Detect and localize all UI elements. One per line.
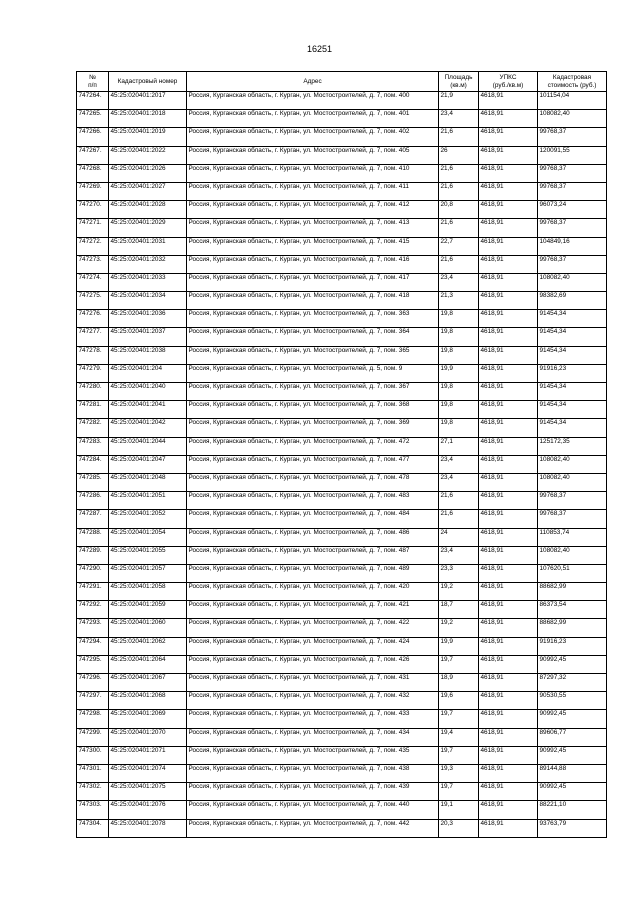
cadastral-number-cell: 45:25:020401:2041 <box>109 401 187 419</box>
row-num-cell: 747297. <box>77 692 109 710</box>
upks-cell: 4618,91 <box>479 201 538 219</box>
row-num-cell: 747270. <box>77 201 109 219</box>
row-num-cell: 747284. <box>77 455 109 473</box>
header-num: № п/п <box>77 72 109 92</box>
upks-cell: 4618,91 <box>479 92 538 110</box>
cadastral-number-cell: 45:25:020401:2029 <box>109 219 187 237</box>
cadastral-cost-cell: 91454,34 <box>538 383 607 401</box>
row-num-cell: 747266. <box>77 128 109 146</box>
upks-cell: 4618,91 <box>479 564 538 582</box>
row-num-cell: 747288. <box>77 528 109 546</box>
upks-cell: 4618,91 <box>479 764 538 782</box>
cadastral-cost-cell: 108082,40 <box>538 473 607 491</box>
area-cell: 23,4 <box>439 455 479 473</box>
cadastral-cost-cell: 120091,55 <box>538 146 607 164</box>
address-cell: Россия, Курганская область, г. Курган, ул. Мостостроителей, д. 7, пом. 484 <box>187 510 439 528</box>
cadastral-number-cell: 45:25:020401:2019 <box>109 128 187 146</box>
cadastral-cost-cell: 91916,23 <box>538 637 607 655</box>
table-row <box>77 273 607 291</box>
area-cell: 21,6 <box>439 128 479 146</box>
row-num-cell: 747265. <box>77 110 109 128</box>
row-num-cell: 747296. <box>77 674 109 692</box>
area-cell: 19,6 <box>439 692 479 710</box>
address-cell: Россия, Курганская область, г. Курган, ул. Мостостроителей, д. 7, пом. 483 <box>187 492 439 510</box>
area-cell: 19,8 <box>439 346 479 364</box>
cadastral-cost-cell: 99768,37 <box>538 492 607 510</box>
area-cell: 23,4 <box>439 546 479 564</box>
cadastral-cost-cell: 107620,51 <box>538 564 607 582</box>
header-address: Адрес <box>187 72 439 92</box>
cadastral-number-cell: 45:25:020401:2059 <box>109 601 187 619</box>
area-cell: 21,6 <box>439 182 479 200</box>
upks-cell: 4618,91 <box>479 583 538 601</box>
upks-cell: 4618,91 <box>479 492 538 510</box>
cadastral-cost-cell: 98382,69 <box>538 292 607 310</box>
cadastral-number-cell: 45:25:020401:2040 <box>109 383 187 401</box>
cadastral-cost-cell: 91454,34 <box>538 346 607 364</box>
cadastral-cost-cell: 93763,79 <box>538 819 607 837</box>
address-cell: Россия, Курганская область, г. Курган, ул. Мостостроителей, д. 7, пом. 401 <box>187 110 439 128</box>
row-num-cell: 747299. <box>77 728 109 746</box>
row-num-cell: 747279. <box>77 364 109 382</box>
cadastral-number-cell: 45:25:020401:2071 <box>109 746 187 764</box>
table-row <box>77 783 607 801</box>
address-cell: Россия, Курганская область, г. Курган, ул. Мостостроителей, д. 7, пом. 431 <box>187 674 439 692</box>
row-num-cell: 747289. <box>77 546 109 564</box>
cadastral-cost-cell: 87297,32 <box>538 674 607 692</box>
cadastral-cost-cell: 89144,88 <box>538 764 607 782</box>
area-cell: 19,7 <box>439 746 479 764</box>
table-row <box>77 528 607 546</box>
cadastral-number-cell: 45:25:020401:2076 <box>109 801 187 819</box>
table-row <box>77 419 607 437</box>
area-cell: 22,7 <box>439 237 479 255</box>
cadastral-number-cell: 45:25:020401:2057 <box>109 564 187 582</box>
row-num-cell: 747285. <box>77 473 109 491</box>
upks-cell: 4618,91 <box>479 637 538 655</box>
cadastral-number-cell: 45:25:020401:2048 <box>109 473 187 491</box>
cadastral-cost-cell: 86373,54 <box>538 601 607 619</box>
table-row <box>77 92 607 110</box>
address-cell: Россия, Курганская область, г. Курган, ул. Мостостроителей, д. 7, пом. 417 <box>187 273 439 291</box>
area-cell: 19,4 <box>439 728 479 746</box>
header-upks: УПКС (руб./кв.м) <box>479 72 538 92</box>
upks-cell: 4618,91 <box>479 328 538 346</box>
upks-cell: 4618,91 <box>479 510 538 528</box>
upks-cell: 4618,91 <box>479 219 538 237</box>
row-num-cell: 747286. <box>77 492 109 510</box>
cadastral-cost-cell: 99768,37 <box>538 255 607 273</box>
row-num-cell: 747273. <box>77 255 109 273</box>
cadastral-cost-cell: 90992,45 <box>538 655 607 673</box>
cadastral-cost-cell: 88682,99 <box>538 619 607 637</box>
cadastral-number-cell: 45:25:020401:2058 <box>109 583 187 601</box>
area-cell: 23,3 <box>439 564 479 582</box>
cadastral-cost-cell: 91916,23 <box>538 364 607 382</box>
cadastral-number-cell: 45:25:020401:2026 <box>109 164 187 182</box>
area-cell: 19,8 <box>439 419 479 437</box>
area-cell: 21,9 <box>439 92 479 110</box>
table-row <box>77 201 607 219</box>
table-row <box>77 237 607 255</box>
table-row <box>77 564 607 582</box>
cadastral-cost-cell: 90530,55 <box>538 692 607 710</box>
cadastral-number-cell: 45:25:020401:2017 <box>109 92 187 110</box>
row-num-cell: 747280. <box>77 383 109 401</box>
row-num-cell: 747304. <box>77 819 109 837</box>
address-cell: Россия, Курганская область, г. Курган, ул. Мостостроителей, д. 7, пом. 434 <box>187 728 439 746</box>
cadastral-number-cell: 45:25:020401:2037 <box>109 328 187 346</box>
area-cell: 19,8 <box>439 383 479 401</box>
upks-cell: 4618,91 <box>479 746 538 764</box>
address-cell: Россия, Курганская область, г. Курган, ул. Мостостроителей, д. 7, пом. 489 <box>187 564 439 582</box>
address-cell: Россия, Курганская область, г. Курган, ул. Мостостроителей, д. 7, пом. 477 <box>187 455 439 473</box>
row-num-cell: 747277. <box>77 328 109 346</box>
table-row <box>77 583 607 601</box>
row-num-cell: 747300. <box>77 746 109 764</box>
row-num-cell: 747268. <box>77 164 109 182</box>
area-cell: 19,7 <box>439 710 479 728</box>
table-row <box>77 674 607 692</box>
upks-cell: 4618,91 <box>479 819 538 837</box>
cadastral-number-cell: 45:25:020401:2032 <box>109 255 187 273</box>
address-cell: Россия, Курганская область, г. Курган, ул. Мостостроителей, д. 7, пом. 487 <box>187 546 439 564</box>
address-cell: Россия, Курганская область, г. Курган, ул. Мостостроителей, д. 7, пом. 432 <box>187 692 439 710</box>
address-cell: Россия, Курганская область, г. Курган, ул. Мостостроителей, д. 7, пом. 369 <box>187 419 439 437</box>
address-cell: Россия, Курганская область, г. Курган, ул. Мостостроителей, д. 7, пом. 472 <box>187 437 439 455</box>
area-cell: 27,1 <box>439 437 479 455</box>
cadastral-number-cell: 45:25:020401:2078 <box>109 819 187 837</box>
area-cell: 19,2 <box>439 583 479 601</box>
row-num-cell: 747291. <box>77 583 109 601</box>
cadastral-number-cell: 45:25:020401:2068 <box>109 692 187 710</box>
upks-cell: 4618,91 <box>479 710 538 728</box>
row-num-cell: 747298. <box>77 710 109 728</box>
upks-cell: 4618,91 <box>479 292 538 310</box>
address-cell: Россия, Курганская область, г. Курган, ул. Мостостроителей, д. 5, пом. 9 <box>187 364 439 382</box>
address-cell: Россия, Курганская область, г. Курган, ул. Мостостроителей, д. 7, пом. 367 <box>187 383 439 401</box>
address-cell: Россия, Курганская область, г. Курган, ул. Мостостроителей, д. 7, пом. 421 <box>187 601 439 619</box>
upks-cell: 4618,91 <box>479 346 538 364</box>
cadastral-number-cell: 45:25:020401:2033 <box>109 273 187 291</box>
table-row <box>77 437 607 455</box>
area-cell: 19,7 <box>439 783 479 801</box>
cadastral-cost-cell: 88682,99 <box>538 583 607 601</box>
area-cell: 19,1 <box>439 801 479 819</box>
table-row <box>77 764 607 782</box>
cadastral-number-cell: 45:25:020401:2036 <box>109 310 187 328</box>
upks-cell: 4618,91 <box>479 164 538 182</box>
address-cell: Россия, Курганская область, г. Курган, ул. Мостостроителей, д. 7, пом. 413 <box>187 219 439 237</box>
row-num-cell: 747272. <box>77 237 109 255</box>
upks-cell: 4618,91 <box>479 655 538 673</box>
table-body <box>77 92 607 838</box>
table-row <box>77 164 607 182</box>
row-num-cell: 747295. <box>77 655 109 673</box>
cadastral-cost-cell: 108082,40 <box>538 546 607 564</box>
upks-cell: 4618,91 <box>479 546 538 564</box>
cadastral-cost-cell: 99768,37 <box>538 510 607 528</box>
cadastral-number-cell: 45:25:020401:2075 <box>109 783 187 801</box>
address-cell: Россия, Курганская область, г. Курган, ул. Мостостроителей, д. 7, пом. 486 <box>187 528 439 546</box>
address-cell: Россия, Курганская область, г. Курган, ул. Мостостроителей, д. 7, пом. 442 <box>187 819 439 837</box>
upks-cell: 4618,91 <box>479 383 538 401</box>
upks-cell: 4618,91 <box>479 401 538 419</box>
upks-cell: 4618,91 <box>479 473 538 491</box>
upks-cell: 4618,91 <box>479 182 538 200</box>
table-row <box>77 601 607 619</box>
table-row <box>77 546 607 564</box>
table-row <box>77 455 607 473</box>
table-row <box>77 819 607 837</box>
area-cell: 20,8 <box>439 201 479 219</box>
upks-cell: 4618,91 <box>479 128 538 146</box>
address-cell: Россия, Курганская область, г. Курган, ул. Мостостроителей, д. 7, пом. 435 <box>187 746 439 764</box>
area-cell: 19,2 <box>439 619 479 637</box>
cadastral-cost-cell: 91454,34 <box>538 401 607 419</box>
area-cell: 20,3 <box>439 819 479 837</box>
cadastral-number-cell: 45:25:020401:2062 <box>109 637 187 655</box>
row-num-cell: 747264. <box>77 92 109 110</box>
upks-cell: 4618,91 <box>479 619 538 637</box>
upks-cell: 4618,91 <box>479 110 538 128</box>
address-cell: Россия, Курганская область, г. Курган, ул. Мостостроителей, д. 7, пом. 400 <box>187 92 439 110</box>
cadastral-cost-cell: 125172,35 <box>538 437 607 455</box>
row-num-cell: 747303. <box>77 801 109 819</box>
area-cell: 19,8 <box>439 328 479 346</box>
cadastral-number-cell: 45:25:020401:2042 <box>109 419 187 437</box>
upks-cell: 4618,91 <box>479 783 538 801</box>
cadastral-number-cell: 45:25:020401:2018 <box>109 110 187 128</box>
row-num-cell: 747301. <box>77 764 109 782</box>
address-cell: Россия, Курганская область, г. Курган, ул. Мостостроителей, д. 7, пом. 439 <box>187 783 439 801</box>
table-row <box>77 728 607 746</box>
cadastral-number-cell: 45:25:020401:2055 <box>109 546 187 564</box>
cadastral-cost-cell: 91454,34 <box>538 328 607 346</box>
address-cell: Россия, Курганская область, г. Курган, ул. Мостостроителей, д. 7, пом. 411 <box>187 182 439 200</box>
table-row <box>77 346 607 364</box>
upks-cell: 4618,91 <box>479 419 538 437</box>
cadastral-cost-cell: 90992,45 <box>538 746 607 764</box>
area-cell: 21,3 <box>439 292 479 310</box>
address-cell: Россия, Курганская область, г. Курган, ул. Мостостроителей, д. 7, пом. 402 <box>187 128 439 146</box>
cadastral-cost-cell: 88221,10 <box>538 801 607 819</box>
row-num-cell: 747302. <box>77 783 109 801</box>
upks-cell: 4618,91 <box>479 310 538 328</box>
address-cell: Россия, Курганская область, г. Курган, ул. Мостостроителей, д. 7, пом. 478 <box>187 473 439 491</box>
upks-cell: 4618,91 <box>479 601 538 619</box>
table-header <box>77 72 607 92</box>
address-cell: Россия, Курганская область, г. Курган, ул. Мостостроителей, д. 7, пом. 426 <box>187 655 439 673</box>
table-row <box>77 655 607 673</box>
row-num-cell: 747267. <box>77 146 109 164</box>
area-cell: 26 <box>439 146 479 164</box>
row-num-cell: 747293. <box>77 619 109 637</box>
area-cell: 21,6 <box>439 164 479 182</box>
upks-cell: 4618,91 <box>479 692 538 710</box>
area-cell: 21,6 <box>439 219 479 237</box>
page-number: 16251 <box>306 44 333 54</box>
cadastral-cost-cell: 108082,40 <box>538 455 607 473</box>
upks-cell: 4618,91 <box>479 801 538 819</box>
table-row <box>77 146 607 164</box>
upks-cell: 4618,91 <box>479 273 538 291</box>
area-cell: 21,6 <box>439 510 479 528</box>
upks-cell: 4618,91 <box>479 674 538 692</box>
header-cost: Кадастровая стоимость (руб.) <box>538 72 607 92</box>
row-num-cell: 747276. <box>77 310 109 328</box>
cadastral-table <box>76 71 607 838</box>
table-row <box>77 128 607 146</box>
header-row <box>77 72 607 92</box>
upks-cell: 4618,91 <box>479 146 538 164</box>
table-row <box>77 510 607 528</box>
table-row <box>77 219 607 237</box>
table-row <box>77 473 607 491</box>
cadastral-number-cell: 45:25:020401:2034 <box>109 292 187 310</box>
cadastral-cost-cell: 99768,37 <box>538 219 607 237</box>
row-num-cell: 747271. <box>77 219 109 237</box>
table-row <box>77 110 607 128</box>
address-cell: Россия, Курганская область, г. Курган, ул. Мостостроителей, д. 7, пом. 410 <box>187 164 439 182</box>
cadastral-cost-cell: 104849,16 <box>538 237 607 255</box>
area-cell: 23,4 <box>439 273 479 291</box>
area-cell: 19,9 <box>439 637 479 655</box>
cadastral-cost-cell: 90992,45 <box>538 783 607 801</box>
header-cadastral: Кадастровый номер <box>109 72 187 92</box>
cadastral-number-cell: 45:25:020401:2031 <box>109 237 187 255</box>
cadastral-number-cell: 45:25:020401:2052 <box>109 510 187 528</box>
table-row <box>77 292 607 310</box>
cadastral-number-cell: 45:25:020401:2028 <box>109 201 187 219</box>
cadastral-number-cell: 45:25:020401:204 <box>109 364 187 382</box>
cadastral-cost-cell: 101154,04 <box>538 92 607 110</box>
cadastral-number-cell: 45:25:020401:2067 <box>109 674 187 692</box>
address-cell: Россия, Курганская область, г. Курган, ул. Мостостроителей, д. 7, пом. 405 <box>187 146 439 164</box>
table-row <box>77 692 607 710</box>
cadastral-number-cell: 45:25:020401:2064 <box>109 655 187 673</box>
table-row <box>77 401 607 419</box>
area-cell: 19,7 <box>439 655 479 673</box>
table-row <box>77 637 607 655</box>
cadastral-cost-cell: 96073,24 <box>538 201 607 219</box>
row-num-cell: 747292. <box>77 601 109 619</box>
area-cell: 21,6 <box>439 492 479 510</box>
upks-cell: 4618,91 <box>479 528 538 546</box>
address-cell: Россия, Курганская область, г. Курган, ул. Мостостроителей, д. 7, пом. 440 <box>187 801 439 819</box>
cadastral-cost-cell: 91454,34 <box>538 419 607 437</box>
upks-cell: 4618,91 <box>479 455 538 473</box>
area-cell: 19,8 <box>439 401 479 419</box>
cadastral-number-cell: 45:25:020401:2027 <box>109 182 187 200</box>
upks-cell: 4618,91 <box>479 728 538 746</box>
upks-cell: 4618,91 <box>479 364 538 382</box>
row-num-cell: 747290. <box>77 564 109 582</box>
table-row <box>77 746 607 764</box>
address-cell: Россия, Курганская область, г. Курган, ул. Мостостроителей, д. 7, пом. 424 <box>187 637 439 655</box>
cadastral-number-cell: 45:25:020401:2070 <box>109 728 187 746</box>
cadastral-cost-cell: 110853,74 <box>538 528 607 546</box>
upks-cell: 4618,91 <box>479 255 538 273</box>
area-cell: 19,9 <box>439 364 479 382</box>
cadastral-cost-cell: 108082,40 <box>538 110 607 128</box>
address-cell: Россия, Курганская область, г. Курган, ул. Мостостроителей, д. 7, пом. 422 <box>187 619 439 637</box>
header-area: Площадь (кв.м) <box>439 72 479 92</box>
table-row <box>77 710 607 728</box>
row-num-cell: 747283. <box>77 437 109 455</box>
table-row <box>77 364 607 382</box>
address-cell: Россия, Курганская область, г. Курган, ул. Мостостроителей, д. 7, пом. 415 <box>187 237 439 255</box>
row-num-cell: 747282. <box>77 419 109 437</box>
row-num-cell: 747274. <box>77 273 109 291</box>
row-num-cell: 747281. <box>77 401 109 419</box>
cadastral-cost-cell: 89606,77 <box>538 728 607 746</box>
cadastral-number-cell: 45:25:020401:2060 <box>109 619 187 637</box>
table-row <box>77 619 607 637</box>
table-row <box>77 383 607 401</box>
address-cell: Россия, Курганская область, г. Курган, ул. Мостостроителей, д. 7, пом. 365 <box>187 346 439 364</box>
upks-cell: 4618,91 <box>479 237 538 255</box>
cadastral-cost-cell: 99768,37 <box>538 182 607 200</box>
area-cell: 18,9 <box>439 674 479 692</box>
table-row <box>77 255 607 273</box>
area-cell: 24 <box>439 528 479 546</box>
table-row <box>77 328 607 346</box>
address-cell: Россия, Курганская область, г. Курган, ул. Мостостроителей, д. 7, пом. 416 <box>187 255 439 273</box>
address-cell: Россия, Курганская область, г. Курган, ул. Мостостроителей, д. 7, пом. 363 <box>187 310 439 328</box>
address-cell: Россия, Курганская область, г. Курган, ул. Мостостроителей, д. 7, пом. 412 <box>187 201 439 219</box>
area-cell: 23,4 <box>439 473 479 491</box>
area-cell: 21,6 <box>439 255 479 273</box>
address-cell: Россия, Курганская область, г. Курган, ул. Мостостроителей, д. 7, пом. 364 <box>187 328 439 346</box>
address-cell: Россия, Курганская область, г. Курган, ул. Мостостроителей, д. 7, пом. 433 <box>187 710 439 728</box>
area-cell: 18,7 <box>439 601 479 619</box>
address-cell: Россия, Курганская область, г. Курган, ул. Мостостроителей, д. 7, пом. 418 <box>187 292 439 310</box>
cadastral-cost-cell: 91454,34 <box>538 310 607 328</box>
cadastral-cost-cell: 108082,40 <box>538 273 607 291</box>
table-row <box>77 492 607 510</box>
cadastral-number-cell: 45:25:020401:2047 <box>109 455 187 473</box>
table-row <box>77 182 607 200</box>
address-cell: Россия, Курганская область, г. Курган, ул. Мостостроителей, д. 7, пом. 438 <box>187 764 439 782</box>
area-cell: 23,4 <box>439 110 479 128</box>
cadastral-number-cell: 45:25:020401:2051 <box>109 492 187 510</box>
cadastral-number-cell: 45:25:020401:2069 <box>109 710 187 728</box>
row-num-cell: 747278. <box>77 346 109 364</box>
upks-cell: 4618,91 <box>479 437 538 455</box>
address-cell: Россия, Курганская область, г. Курган, ул. Мостостроителей, д. 7, пом. 368 <box>187 401 439 419</box>
row-num-cell: 747287. <box>77 510 109 528</box>
row-num-cell: 747294. <box>77 637 109 655</box>
cadastral-number-cell: 45:25:020401:2054 <box>109 528 187 546</box>
cadastral-number-cell: 45:25:020401:2022 <box>109 146 187 164</box>
address-cell: Россия, Курганская область, г. Курган, ул. Мостостроителей, д. 7, пом. 420 <box>187 583 439 601</box>
cadastral-cost-cell: 99768,37 <box>538 164 607 182</box>
row-num-cell: 747275. <box>77 292 109 310</box>
table-row <box>77 310 607 328</box>
cadastral-cost-cell: 90992,45 <box>538 710 607 728</box>
cadastral-number-cell: 45:25:020401:2074 <box>109 764 187 782</box>
cadastral-cost-cell: 99768,37 <box>538 128 607 146</box>
area-cell: 19,3 <box>439 764 479 782</box>
cadastral-number-cell: 45:25:020401:2044 <box>109 437 187 455</box>
table-row <box>77 801 607 819</box>
cadastral-number-cell: 45:25:020401:2038 <box>109 346 187 364</box>
row-num-cell: 747269. <box>77 182 109 200</box>
area-cell: 19,8 <box>439 310 479 328</box>
